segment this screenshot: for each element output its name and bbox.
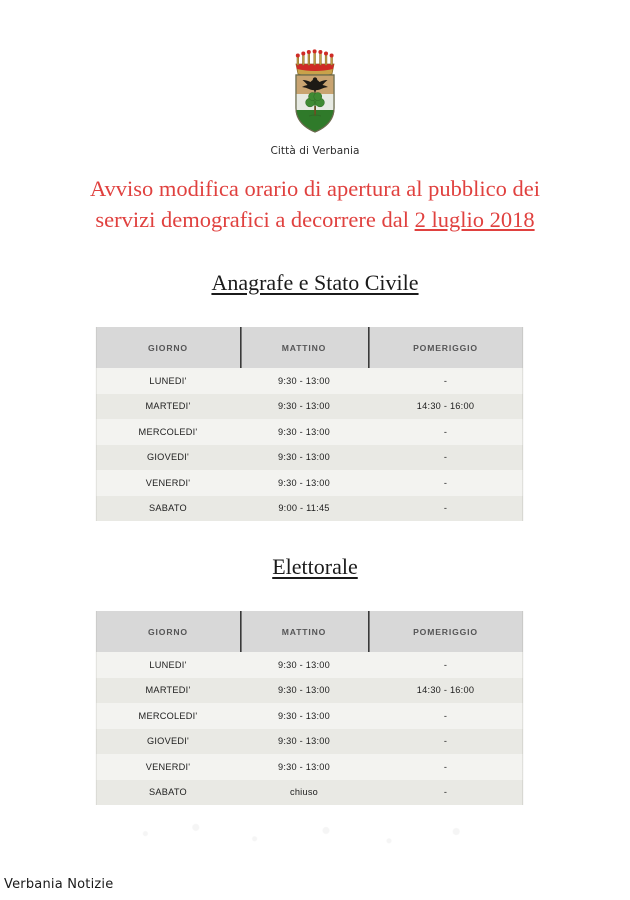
footer-watermark: Verbania Notizie	[4, 877, 114, 892]
table-row	[96, 754, 523, 780]
cell-day: MERCOLEDI'	[96, 419, 240, 445]
section-title-anagrafe-text: Anagrafe e Stato Civile	[211, 270, 419, 295]
column-header-pomeriggio: POMERIGGIO	[368, 327, 523, 368]
cell-morning: 9:30 - 13:00	[240, 368, 368, 394]
cell-afternoon: -	[368, 368, 523, 394]
cell-morning: 9:30 - 13:00	[240, 703, 368, 729]
cell-day: SABATO	[96, 780, 240, 806]
crest-caption: Città di Verbania	[270, 145, 360, 157]
notice-line-2	[0, 204, 630, 235]
section-title-elettorale-text: Elettorale	[272, 554, 358, 579]
cell-afternoon: 14:30 - 16:00	[368, 678, 523, 704]
schedule-table-elettorale-wrap	[96, 611, 523, 805]
background-watermark	[95, 818, 515, 870]
table-header-row	[96, 611, 523, 652]
schedule-table-anagrafe-wrap	[96, 327, 523, 521]
cell-afternoon: -	[368, 780, 523, 806]
notice-effective-date: 2 luglio 2018	[414, 207, 535, 232]
cell-day: GIOVEDI'	[96, 729, 240, 755]
cell-afternoon: -	[368, 470, 523, 496]
crest-block	[0, 44, 630, 157]
cell-day: MERCOLEDI'	[96, 703, 240, 729]
cell-day: MARTEDI'	[96, 678, 240, 704]
schedule-table-anagrafe	[96, 327, 523, 521]
table-row	[96, 368, 523, 394]
cell-afternoon: -	[368, 496, 523, 522]
cell-morning: 9:30 - 13:00	[240, 394, 368, 420]
cell-morning: 9:30 - 13:00	[240, 445, 368, 471]
cell-afternoon: -	[368, 754, 523, 780]
column-header-pomeriggio: POMERIGGIO	[368, 611, 523, 652]
table-row	[96, 652, 523, 678]
cell-day: MARTEDI'	[96, 394, 240, 420]
notice-line-1: Avviso modifica orario di apertura al pubblico dei	[89, 176, 541, 201]
cell-day: LUNEDI'	[96, 652, 240, 678]
cell-morning: 9:30 - 13:00	[240, 652, 368, 678]
table-row	[96, 470, 523, 496]
table-header-row	[96, 327, 523, 368]
cell-morning: 9:30 - 13:00	[240, 419, 368, 445]
cell-morning: 9:30 - 13:00	[240, 754, 368, 780]
table-row	[96, 496, 523, 522]
table-row	[96, 419, 523, 445]
table-row	[96, 394, 523, 420]
cell-day: SABATO	[96, 496, 240, 522]
cell-morning: 9:00 - 11:45	[240, 496, 368, 522]
cell-afternoon: -	[368, 729, 523, 755]
cell-afternoon: -	[368, 703, 523, 729]
cell-day: VENERDI'	[96, 470, 240, 496]
notice-heading	[0, 173, 630, 235]
table-row	[96, 445, 523, 471]
cell-afternoon: 14:30 - 16:00	[368, 394, 523, 420]
schedule-table-elettorale	[96, 611, 523, 805]
cell-day: VENERDI'	[96, 754, 240, 780]
table-row	[96, 729, 523, 755]
column-header-giorno: GIORNO	[96, 611, 240, 652]
table-row	[96, 780, 523, 806]
cell-morning: chiuso	[240, 780, 368, 806]
cell-afternoon: -	[368, 445, 523, 471]
cell-afternoon: -	[368, 419, 523, 445]
table-row	[96, 678, 523, 704]
cell-morning: 9:30 - 13:00	[240, 470, 368, 496]
section-title-elettorale	[0, 554, 630, 580]
column-header-mattino: MATTINO	[240, 327, 368, 368]
cell-day: LUNEDI'	[96, 368, 240, 394]
cell-morning: 9:30 - 13:00	[240, 678, 368, 704]
cell-afternoon: -	[368, 652, 523, 678]
notice-line-2-text: servizi demografici a decorrere dal	[95, 207, 415, 232]
column-header-giorno: GIORNO	[96, 327, 240, 368]
table-row	[96, 703, 523, 729]
section-title-anagrafe	[0, 270, 630, 296]
verbania-coat-of-arms-icon	[283, 44, 347, 136]
cell-day: GIOVEDI'	[96, 445, 240, 471]
column-header-mattino: MATTINO	[240, 611, 368, 652]
cell-morning: 9:30 - 13:00	[240, 729, 368, 755]
